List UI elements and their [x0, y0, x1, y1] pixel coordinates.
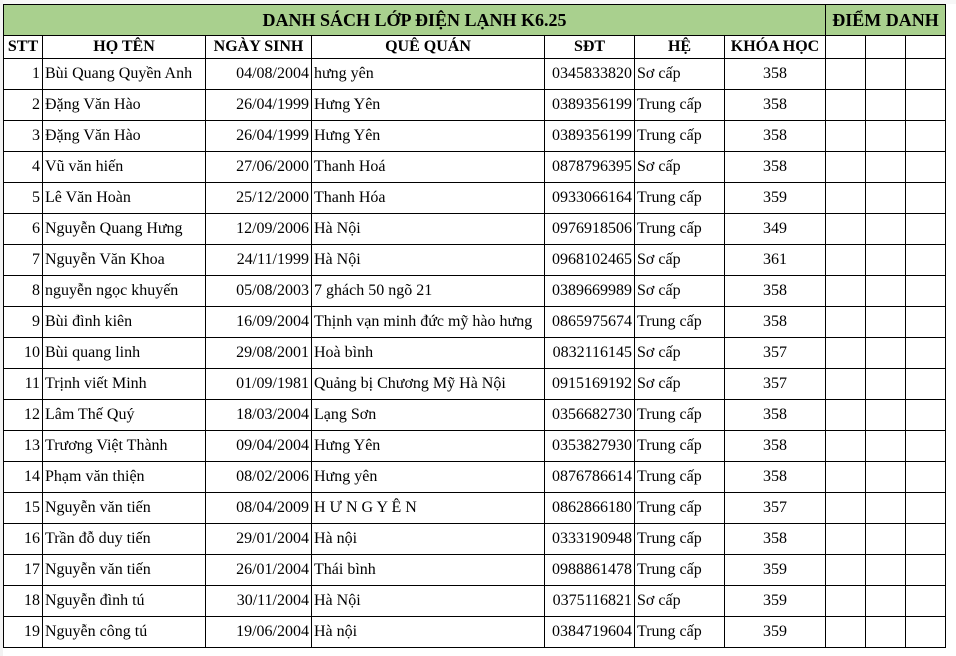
attendance-cell[interactable]	[906, 617, 946, 648]
cell-dob[interactable]: 26/01/2004	[206, 555, 312, 586]
attendance-title[interactable]: ĐIỂM DANH	[826, 5, 946, 36]
cell-hometown[interactable]: Hưng Yên	[312, 431, 545, 462]
attendance-cell[interactable]	[826, 462, 866, 493]
attendance-cell[interactable]	[866, 369, 906, 400]
cell-stt[interactable]: 1	[4, 59, 43, 90]
cell-stt[interactable]: 11	[4, 369, 43, 400]
table-row	[4, 431, 946, 462]
attendance-cell[interactable]	[906, 152, 946, 183]
cell-phone[interactable]: 0389356199	[545, 121, 635, 152]
cell-type[interactable]: Trung cấp	[635, 493, 725, 524]
cell-phone[interactable]: 0389356199	[545, 90, 635, 121]
cell-type[interactable]: Sơ cấp	[635, 586, 725, 617]
cell-course[interactable]: 358	[725, 121, 826, 152]
cell-course[interactable]: 361	[725, 245, 826, 276]
cell-type[interactable]: Trung cấp	[635, 555, 725, 586]
cell-stt[interactable]: 19	[4, 617, 43, 648]
attendance-cell[interactable]	[866, 462, 906, 493]
attendance-cell[interactable]	[906, 431, 946, 462]
title-row	[4, 5, 946, 36]
cell-hometown[interactable]: Hoà bình	[312, 338, 545, 369]
attendance-cell[interactable]	[906, 586, 946, 617]
cell-dob[interactable]: 16/09/2004	[206, 307, 312, 338]
cell-stt[interactable]: 5	[4, 183, 43, 214]
attendance-cell[interactable]	[906, 59, 946, 90]
cell-name[interactable]: Trịnh viết Minh	[43, 369, 206, 400]
cell-dob[interactable]: 18/03/2004	[206, 400, 312, 431]
attendance-cell[interactable]	[906, 276, 946, 307]
attendance-cell[interactable]	[866, 245, 906, 276]
cell-hometown[interactable]: H Ư N G Y Ê N	[312, 493, 545, 524]
cell-phone[interactable]: 0832116145	[545, 338, 635, 369]
cell-type[interactable]: Trung cấp	[635, 121, 725, 152]
attendance-cell[interactable]	[866, 121, 906, 152]
cell-phone[interactable]: 0333190948	[545, 524, 635, 555]
cell-dob[interactable]: 01/09/1981	[206, 369, 312, 400]
cell-hometown[interactable]: Quảng bị Chương Mỹ Hà Nội	[312, 369, 545, 400]
cell-type[interactable]: Trung cấp	[635, 183, 725, 214]
attendance-cell[interactable]	[866, 90, 906, 121]
cell-stt[interactable]: 12	[4, 400, 43, 431]
cell-phone[interactable]: 0345833820	[545, 59, 635, 90]
attendance-cell[interactable]	[826, 586, 866, 617]
cell-name[interactable]: Lê Văn Hoàn	[43, 183, 206, 214]
attendance-cell[interactable]	[906, 493, 946, 524]
cell-dob[interactable]: 29/01/2004	[206, 524, 312, 555]
cell-hometown[interactable]: Hưng Yên	[312, 90, 545, 121]
table-row	[4, 369, 946, 400]
attendance-cell[interactable]	[826, 152, 866, 183]
attendance-cell[interactable]	[906, 462, 946, 493]
cell-course[interactable]: 358	[725, 524, 826, 555]
cell-dob[interactable]: 26/04/1999	[206, 90, 312, 121]
table-row	[4, 59, 946, 90]
cell-hometown[interactable]: Hưng yên	[312, 462, 545, 493]
cell-phone[interactable]: 0876786614	[545, 462, 635, 493]
attendance-cell[interactable]	[866, 493, 906, 524]
cell-name[interactable]: Bùi đình kiên	[43, 307, 206, 338]
cell-type[interactable]: Trung cấp	[635, 400, 725, 431]
cell-name[interactable]: Nguyễn Văn Khoa	[43, 245, 206, 276]
attendance-cell[interactable]	[866, 59, 906, 90]
attendance-cell[interactable]	[826, 276, 866, 307]
attendance-cell[interactable]	[906, 524, 946, 555]
attendance-cell[interactable]	[866, 338, 906, 369]
cell-dob[interactable]: 19/06/2004	[206, 617, 312, 648]
cell-dob[interactable]: 30/11/2004	[206, 586, 312, 617]
cell-stt[interactable]: 13	[4, 431, 43, 462]
cell-hometown[interactable]: Thịnh vạn minh đức mỹ hào hưng	[312, 307, 545, 338]
cell-name[interactable]: Đặng Văn Hào	[43, 121, 206, 152]
cell-hometown[interactable]: Hà nội	[312, 524, 545, 555]
header-name[interactable]: HỌ TÊN	[43, 36, 206, 59]
cell-dob[interactable]: 05/08/2003	[206, 276, 312, 307]
table-row	[4, 586, 946, 617]
cell-phone[interactable]: 0389669989	[545, 276, 635, 307]
cell-course[interactable]: 358	[725, 307, 826, 338]
cell-phone[interactable]: 0933066164	[545, 183, 635, 214]
cell-hometown[interactable]: Lạng Sơn	[312, 400, 545, 431]
table-row	[4, 307, 946, 338]
table-row	[4, 214, 946, 245]
attendance-cell[interactable]	[866, 214, 906, 245]
cell-type[interactable]: Sơ cấp	[635, 59, 725, 90]
cell-phone[interactable]: 0375116821	[545, 586, 635, 617]
table-row	[4, 276, 946, 307]
attendance-cell[interactable]	[866, 586, 906, 617]
cell-type[interactable]: Sơ cấp	[635, 338, 725, 369]
cell-type[interactable]: Trung cấp	[635, 617, 725, 648]
attendance-cell[interactable]	[906, 183, 946, 214]
cell-type[interactable]: Sơ cấp	[635, 245, 725, 276]
cell-name[interactable]: Bùi quang linh	[43, 338, 206, 369]
cell-stt[interactable]: 8	[4, 276, 43, 307]
cell-course[interactable]: 358	[725, 90, 826, 121]
cell-type[interactable]: Trung cấp	[635, 462, 725, 493]
cell-phone[interactable]: 0915169192	[545, 369, 635, 400]
attendance-cell[interactable]	[906, 214, 946, 245]
attendance-cell[interactable]	[866, 400, 906, 431]
table-row	[4, 338, 946, 369]
header-row	[4, 36, 946, 59]
cell-hometown[interactable]: Thanh Hóa	[312, 183, 545, 214]
cell-type[interactable]: Trung cấp	[635, 90, 725, 121]
cell-course[interactable]: 349	[725, 214, 826, 245]
cell-stt[interactable]: 6	[4, 214, 43, 245]
cell-dob[interactable]: 08/02/2006	[206, 462, 312, 493]
cell-stt[interactable]: 10	[4, 338, 43, 369]
cell-course[interactable]: 358	[725, 462, 826, 493]
cell-name[interactable]: Trương Việt Thành	[43, 431, 206, 462]
cell-phone[interactable]: 0384719604	[545, 617, 635, 648]
table-row	[4, 245, 946, 276]
cell-hometown[interactable]: hưng yên	[312, 59, 545, 90]
cell-course[interactable]: 359	[725, 555, 826, 586]
cell-course[interactable]: 357	[725, 338, 826, 369]
cell-name[interactable]: Nguyễn Quang Hưng	[43, 214, 206, 245]
attendance-cell[interactable]	[906, 400, 946, 431]
cell-dob[interactable]: 12/09/2006	[206, 214, 312, 245]
attendance-cell[interactable]	[866, 183, 906, 214]
attendance-cell[interactable]	[826, 90, 866, 121]
cell-course[interactable]: 357	[725, 369, 826, 400]
cell-type[interactable]: Sơ cấp	[635, 369, 725, 400]
attendance-cell[interactable]	[826, 214, 866, 245]
attendance-cell[interactable]	[826, 400, 866, 431]
cell-phone[interactable]: 0968102465	[545, 245, 635, 276]
cell-dob[interactable]: 29/08/2001	[206, 338, 312, 369]
table-row	[4, 90, 946, 121]
attendance-cell[interactable]	[826, 524, 866, 555]
cell-hometown[interactable]: Hà Nội	[312, 586, 545, 617]
cell-hometown[interactable]: Hưng Yên	[312, 121, 545, 152]
cell-phone[interactable]: 0976918506	[545, 214, 635, 245]
sheet-title[interactable]: DANH SÁCH LỚP ĐIỆN LẠNH K6.25	[4, 5, 826, 36]
cell-stt[interactable]: 17	[4, 555, 43, 586]
cell-phone[interactable]: 0988861478	[545, 555, 635, 586]
cell-stt[interactable]: 2	[4, 90, 43, 121]
attendance-cell[interactable]	[826, 183, 866, 214]
cell-hometown[interactable]: Hà Nội	[312, 214, 545, 245]
header-phone[interactable]: SĐT	[545, 36, 635, 59]
cell-name[interactable]: Lâm Thế Quý	[43, 400, 206, 431]
cell-name[interactable]: Nguyễn công tú	[43, 617, 206, 648]
table-row	[4, 493, 946, 524]
cell-stt[interactable]: 4	[4, 152, 43, 183]
cell-name[interactable]: Bùi Quang Quyền Anh	[43, 59, 206, 90]
attendance-cell[interactable]	[826, 431, 866, 462]
cell-stt[interactable]: 18	[4, 586, 43, 617]
cell-phone[interactable]: 0862866180	[545, 493, 635, 524]
table-row	[4, 555, 946, 586]
cell-course[interactable]: 358	[725, 152, 826, 183]
cell-course[interactable]: 357	[725, 493, 826, 524]
cell-name[interactable]: Đặng Văn Hào	[43, 90, 206, 121]
attendance-cell[interactable]	[826, 555, 866, 586]
cell-type[interactable]: Sơ cấp	[635, 276, 725, 307]
cell-phone[interactable]: 0356682730	[545, 400, 635, 431]
header-stt[interactable]: STT	[4, 36, 43, 59]
cell-phone[interactable]: 0878796395	[545, 152, 635, 183]
cell-phone[interactable]: 0865975674	[545, 307, 635, 338]
attendance-cell[interactable]	[866, 307, 906, 338]
cell-type[interactable]: Trung cấp	[635, 524, 725, 555]
attendance-cell[interactable]	[906, 121, 946, 152]
cell-hometown[interactable]: Thanh Hoá	[312, 152, 545, 183]
cell-name[interactable]: Trần đỗ duy tiến	[43, 524, 206, 555]
header-dob[interactable]: NGÀY SINH	[206, 36, 312, 59]
cell-course[interactable]: 359	[725, 183, 826, 214]
attendance-cell[interactable]	[906, 36, 946, 59]
cell-stt[interactable]: 14	[4, 462, 43, 493]
cell-course[interactable]: 359	[725, 586, 826, 617]
cell-name[interactable]: Nguyễn văn tiến	[43, 555, 206, 586]
table-row	[4, 462, 946, 493]
attendance-cell[interactable]	[866, 276, 906, 307]
cell-type[interactable]: Trung cấp	[635, 431, 725, 462]
cell-stt[interactable]: 15	[4, 493, 43, 524]
attendance-cell[interactable]	[906, 555, 946, 586]
attendance-cell[interactable]	[826, 338, 866, 369]
cell-stt[interactable]: 16	[4, 524, 43, 555]
cell-name[interactable]: nguyễn ngọc khuyến	[43, 276, 206, 307]
cell-stt[interactable]: 9	[4, 307, 43, 338]
attendance-cell[interactable]	[866, 431, 906, 462]
header-hometown[interactable]: QUÊ QUÁN	[312, 36, 545, 59]
attendance-cell[interactable]	[906, 307, 946, 338]
cell-hometown[interactable]: Hà nội	[312, 617, 545, 648]
attendance-cell[interactable]	[866, 617, 906, 648]
attendance-cell[interactable]	[826, 493, 866, 524]
cell-course[interactable]: 358	[725, 59, 826, 90]
cell-name[interactable]: Nguyễn văn tiến	[43, 493, 206, 524]
attendance-cell[interactable]	[826, 245, 866, 276]
cell-dob[interactable]: 27/06/2000	[206, 152, 312, 183]
cell-course[interactable]: 358	[725, 431, 826, 462]
attendance-cell[interactable]	[866, 152, 906, 183]
cell-dob[interactable]: 24/11/1999	[206, 245, 312, 276]
attendance-cell[interactable]	[826, 121, 866, 152]
cell-name[interactable]: Vũ văn hiến	[43, 152, 206, 183]
cell-course[interactable]: 358	[725, 400, 826, 431]
cell-hometown[interactable]: 7 ghách 50 ngõ 21	[312, 276, 545, 307]
cell-dob[interactable]: 25/12/2000	[206, 183, 312, 214]
cell-name[interactable]: Nguyễn đình tú	[43, 586, 206, 617]
cell-stt[interactable]: 7	[4, 245, 43, 276]
attendance-cell[interactable]	[826, 617, 866, 648]
table-row	[4, 617, 946, 648]
attendance-cell[interactable]	[866, 36, 906, 59]
class-list-table	[3, 4, 946, 648]
attendance-cell[interactable]	[906, 338, 946, 369]
header-type[interactable]: HỆ	[635, 36, 725, 59]
table-row	[4, 183, 946, 214]
cell-dob[interactable]: 26/04/1999	[206, 121, 312, 152]
attendance-cell[interactable]	[826, 369, 866, 400]
cell-dob[interactable]: 09/04/2004	[206, 431, 312, 462]
attendance-cell[interactable]	[826, 307, 866, 338]
cell-dob[interactable]: 08/04/2009	[206, 493, 312, 524]
table-row	[4, 400, 946, 431]
cell-hometown[interactable]: Thái bình	[312, 555, 545, 586]
cell-dob[interactable]: 04/08/2004	[206, 59, 312, 90]
cell-course[interactable]: 359	[725, 617, 826, 648]
cell-phone[interactable]: 0353827930	[545, 431, 635, 462]
cell-hometown[interactable]: Hà Nội	[312, 245, 545, 276]
attendance-cell[interactable]	[826, 59, 866, 90]
table-row	[4, 524, 946, 555]
header-course[interactable]: KHÓA HỌC	[725, 36, 826, 59]
table-row	[4, 121, 946, 152]
attendance-cell[interactable]	[866, 524, 906, 555]
cell-stt[interactable]: 3	[4, 121, 43, 152]
attendance-cell[interactable]	[906, 245, 946, 276]
attendance-cell[interactable]	[826, 36, 866, 59]
cell-course[interactable]: 358	[725, 276, 826, 307]
cell-type[interactable]: Sơ cấp	[635, 152, 725, 183]
attendance-cell[interactable]	[906, 369, 946, 400]
cell-type[interactable]: Trung cấp	[635, 307, 725, 338]
attendance-cell[interactable]	[866, 555, 906, 586]
cell-name[interactable]: Phạm văn thiện	[43, 462, 206, 493]
cell-type[interactable]: Trung cấp	[635, 214, 725, 245]
attendance-cell[interactable]	[906, 90, 946, 121]
table-row	[4, 152, 946, 183]
